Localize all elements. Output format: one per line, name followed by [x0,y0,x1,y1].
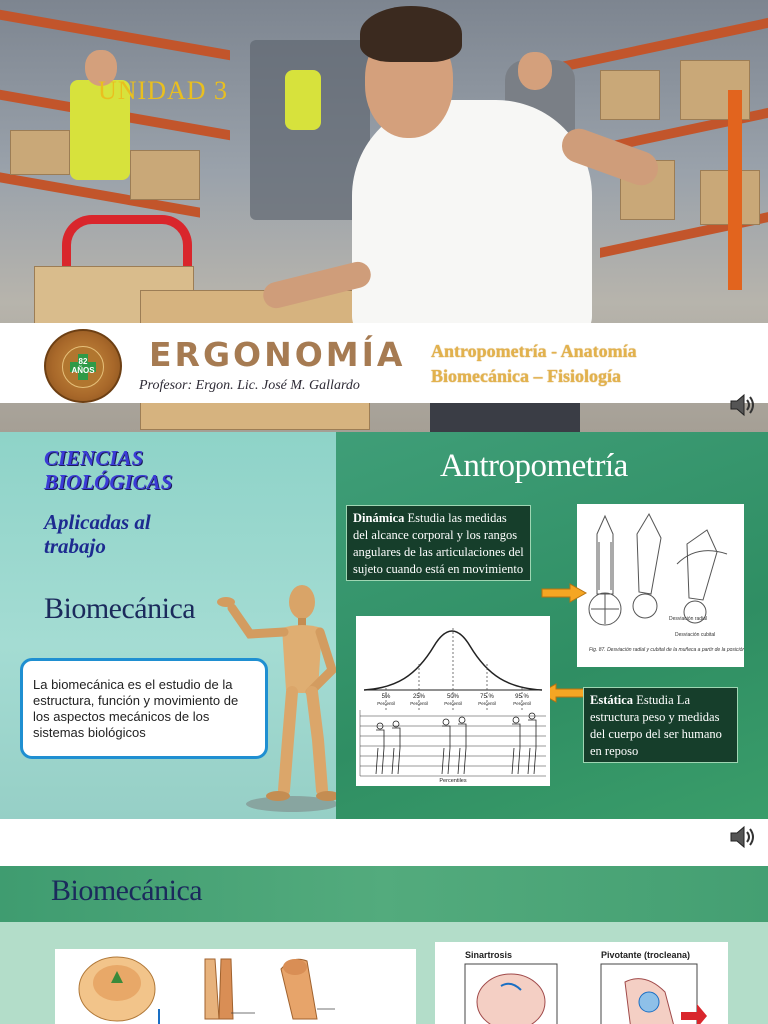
percentile-label: 75 % [480,694,494,700]
subjects-list [431,339,637,389]
arm-caption: Desviación radial [669,616,708,622]
slide-heading: Biomecánica [51,874,203,907]
percentile-label: 25% [412,694,426,700]
percentile-sublabel: Percentil [513,701,531,706]
biomechanics-slide [0,866,768,1024]
percentile-label: 95 % [515,694,529,700]
dynamic-text: Estudia las medidas del alcance corporal y los rangos angulares de las articulaciones del sujeto cuando está en movimiento [353,511,524,576]
slide-header-bar [0,866,768,922]
left-panel [0,432,336,819]
anatomy-levers-drawing [55,949,416,1024]
subject-line: Antropometría - Anatomía [431,341,637,361]
joint-label: Pivotante (trocleana) [601,950,691,960]
dynamic-key: Dinámica [353,511,405,525]
wooden-mannequin-image [214,580,344,816]
unit-label: UNIDAD 3 [98,76,229,105]
title-banner [0,323,768,403]
percentile-sublabel: Percentil [410,701,428,706]
section-title: CIENCIAS BIOLÓGICAS [44,446,173,494]
seal-years: 82 AÑOS [71,357,95,375]
percentile-sublabel: Percentil [478,701,496,706]
biomechanics-definition: La biomecánica es el estudio de la estructura, función y movimiento de los aspectos mecánicos de los sistemas biológicos [33,677,239,740]
percentile-sublabel: Percentil [444,701,462,706]
static-key: Estática [590,693,634,707]
speaker-icon[interactable] [728,392,756,418]
percentile-axis-label: Percentiles [439,778,467,784]
anthropometry-heading: Antropometría [440,448,628,484]
arrow-icon [540,582,588,604]
institute-seal-logo [44,329,122,403]
arm-caption: Desviación cubital [675,632,716,638]
biomechanics-heading: Biomecánica [44,592,196,625]
percentile-sublabel: Percentil [377,701,395,706]
speaker-icon[interactable] [728,824,756,850]
joint-types-drawing [435,942,728,1024]
percentile-label: 5% [381,694,391,700]
anatomy-levers-figure [55,949,416,1024]
percentile-figure [356,616,550,786]
dynamic-anthropometry-box [346,505,531,581]
wrist-deviation-drawing [577,504,744,667]
joint-label: Sinartrosis [465,950,513,960]
subject-line: Biomecánica – Fisiología [431,366,621,386]
static-anthropometry-box [583,687,738,763]
section-subtitle: Aplicadas al trabajo [44,510,151,558]
professor-line: Profesor: Ergon. Lic. José M. Gallardo [139,378,360,393]
content-slide [0,432,768,819]
static-text: Estudia La estructura peso y medidas del cuerpo del ser humano en reposo [590,693,722,758]
wrist-deviation-figure [577,504,744,667]
joint-types-figure [435,942,728,1024]
percentile-label: 50% [446,694,460,700]
arm-footnote: Fig. 87. Desviación radial y cubital de la muñeca a partir de la posición 0. [589,647,744,653]
percentile-drawing [356,616,550,786]
title-slide [0,0,768,432]
course-title: ERGONOMÍA [149,335,406,374]
